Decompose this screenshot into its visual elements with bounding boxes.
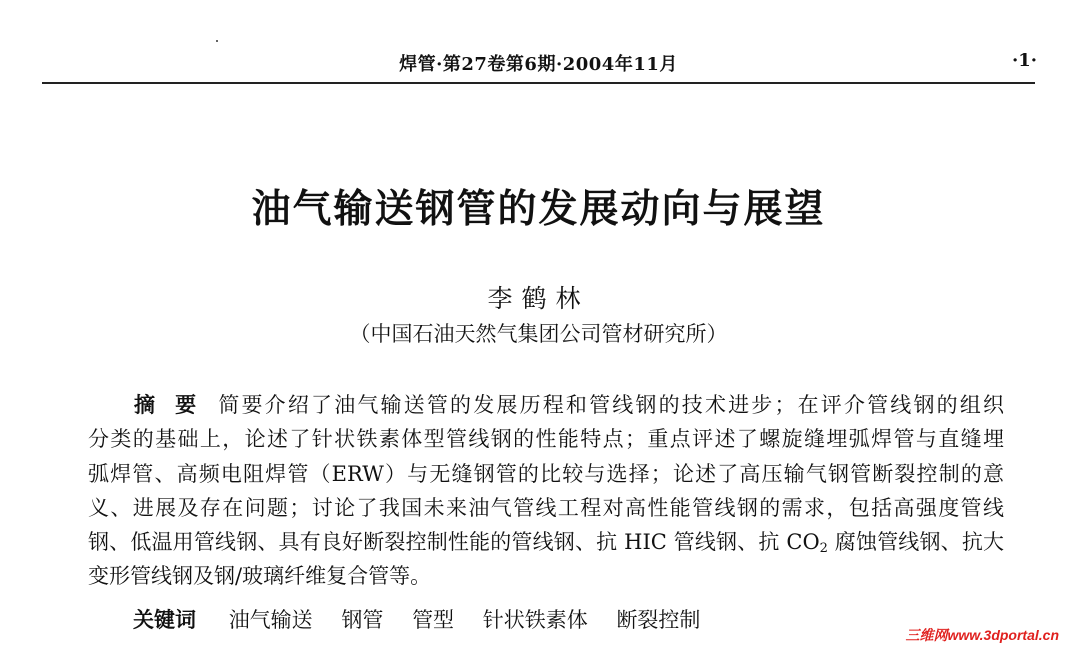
keyword-term: 钢管 <box>341 608 384 632</box>
abstract-line-5-start: 钢、低温用管线钢、具有良好断裂控制性能的管线钢、抗 HIC 管线钢、抗 CO <box>88 530 820 555</box>
abstract-label: 摘要 <box>134 393 217 417</box>
running-head <box>0 50 1077 76</box>
abstract-line-3: 弧焊管、高频电阻焊管（ERW）与无缝钢管的比较与选择；论述了高压输气钢管断裂控制的意 <box>88 461 1004 486</box>
co2-subscript: 2 <box>819 541 828 557</box>
abstract-block <box>88 388 1004 594</box>
author-affiliation: （中国石油天然气集团公司管材研究所） <box>349 322 728 346</box>
abstract-line-5-end: 腐蚀管线钢、抗大 <box>827 530 1004 555</box>
author-name: 李鹤林 <box>487 284 590 313</box>
site-watermark: 三维网www.3dportal.cn <box>905 627 1059 643</box>
paper-title: 油气输送钢管的发展动向与展望 <box>251 187 826 232</box>
abstract-line-4: 义、进展及存在问题；讨论了我国未来油气管线工程对高性能管线钢的需求，包括高强度管线 <box>88 495 1004 520</box>
page-number: ·1· <box>1011 50 1037 71</box>
keyword-term: 管型 <box>412 608 455 632</box>
abstract-line-6: 变形管线钢及钢/玻璃纤维复合管等。 <box>88 564 432 589</box>
abstract-line-1 <box>88 388 1004 422</box>
abstract-line-1-text: 简要介绍了油气输送管的发展历程和管线钢的技术进步；在评介管线钢的组织 <box>218 393 1004 417</box>
journal-info: 焊管·第27卷第6期·2004年11月 <box>399 54 678 75</box>
stray-print-dot <box>216 40 218 42</box>
header-rule <box>42 82 1035 84</box>
keyword-term: 油气输送 <box>228 608 313 632</box>
abstract-line-5 <box>88 525 1004 559</box>
keyword-term: 断裂控制 <box>616 608 701 632</box>
abstract-line-2: 分类的基础上，论述了针状铁素体型管线钢的性能特点；重点评述了螺旋缝埋弧焊管与直缝埋 <box>88 427 1004 452</box>
keywords-line <box>133 604 722 634</box>
keyword-term: 针状铁素体 <box>482 608 588 632</box>
keywords-label: 关键词 <box>133 608 196 632</box>
